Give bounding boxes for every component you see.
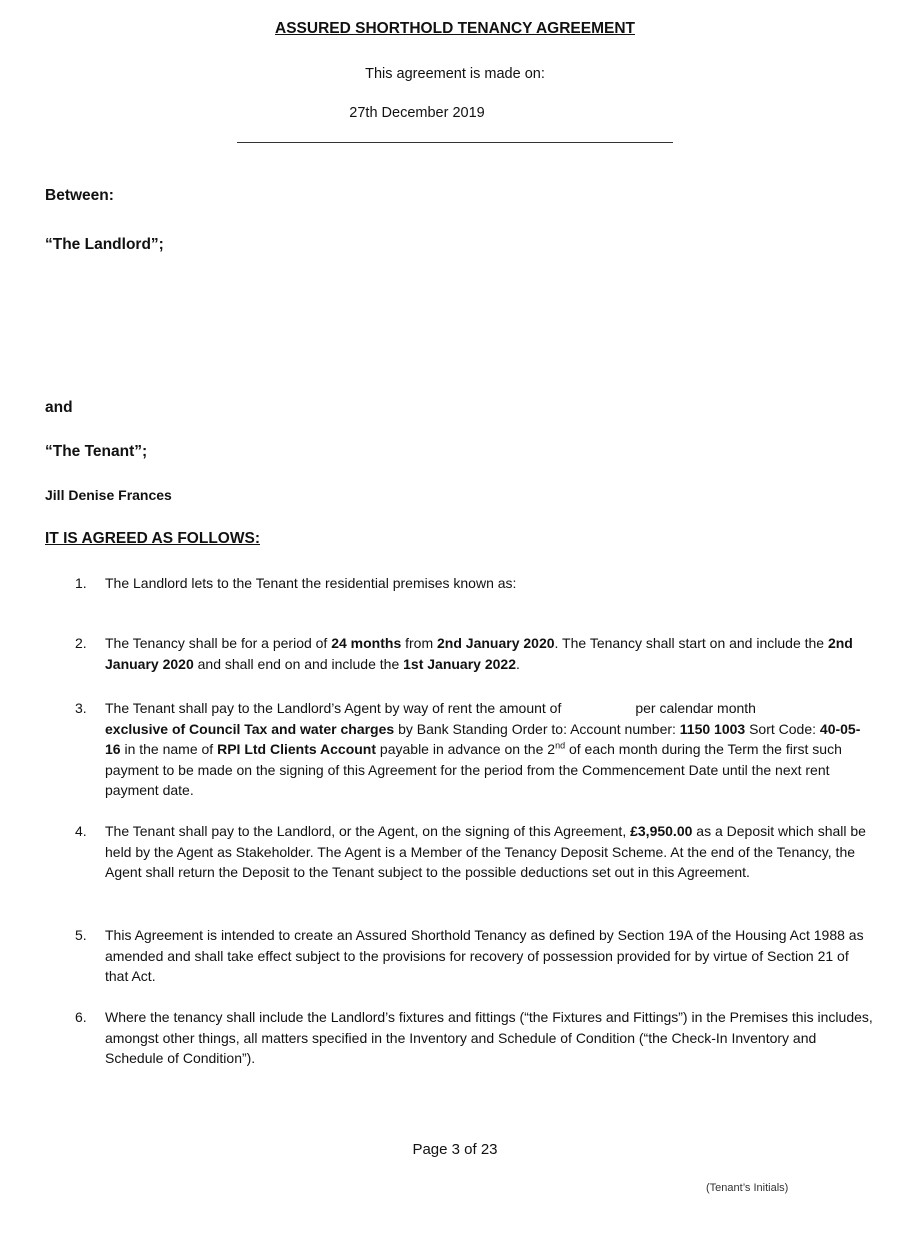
clause-number: 3. [75,700,87,716]
between-label: Between: [45,187,114,204]
tenant-label: “The Tenant”; [45,443,148,460]
landlord-label: “The Landlord”; [45,236,164,253]
signature-rule [237,142,673,143]
clause-text: The Tenancy shall be for a period of 24 months from 2nd January 2020. The Tenancy shall start on and include the 2nd January 2020 and shall end on and include the 1st January 2022. [105,635,853,672]
clause-number: 1. [75,575,87,591]
and-label: and [45,399,73,416]
document-title: ASSURED SHORTHOLD TENANCY AGREEMENT [275,20,635,37]
agreed-heading: IT IS AGREED AS FOLLOWS: [45,530,260,547]
clause-number: 4. [75,823,87,839]
clause-5 [75,925,875,987]
clause-1 [75,573,875,594]
made-on-label: This agreement is made on: [365,66,545,82]
page-number: Page 3 of 23 [412,1141,498,1158]
clause-number: 2. [75,635,87,651]
tenant-name: Jill Denise Frances [45,487,172,503]
clause-text: The Tenant shall pay to the Landlord, or the Agent, on the signing of this Agreement, £3,950.00 as a Deposit which shall be held by the Agent as Stakeholder. The Agent is a Member of the Tenancy Deposit Scheme. At the end of the Tenancy, the Agent shall return the Deposit to the Tenant subject to the possible deductions set out in this Agreement. [105,823,866,881]
clause-text: This Agreement is intended to create an Assured Shorthold Tenancy as defined by Section 19A of the Housing Act 1988 as amended and shall take effect subject to the provisions for recovery of possession provided for by virtue of Section 21 of that Act. [105,927,864,985]
clause-text: The Tenant shall pay to the Landlord’s Agent by way of rent the amount of per calendar month exclusive of Council Tax and water charges by Bank Standing Order to: Account number: 1150 1003 Sort Code: 40-05-16 in the name of RPI Ltd Clients Account payable in advance on the 2nd of each month during the Term the first such payment to be made on the signing of this Agreement for the period from the Commencement Date until the next rent payment date. [105,700,861,799]
clause-3 [75,698,875,801]
clause-number: 6. [75,1009,87,1025]
clause-2 [75,633,875,674]
agreement-date: 27th December 2019 [349,105,485,121]
clause-6 [75,1007,875,1069]
clause-4 [75,821,875,883]
clause-text: The Landlord lets to the Tenant the residential premises known as: [105,575,517,591]
clause-number: 5. [75,927,87,943]
clause-text: Where the tenancy shall include the Landlord’s fixtures and fittings (“the Fixtures and Fittings”) in the Premises this includes, amongst other things, all matters specified in the Inventory and Schedule of Condition (“the Check-In Inventory and Schedule of Condition”). [105,1009,873,1067]
tenant-initials-label: (Tenant’s Initials) [706,1182,789,1194]
